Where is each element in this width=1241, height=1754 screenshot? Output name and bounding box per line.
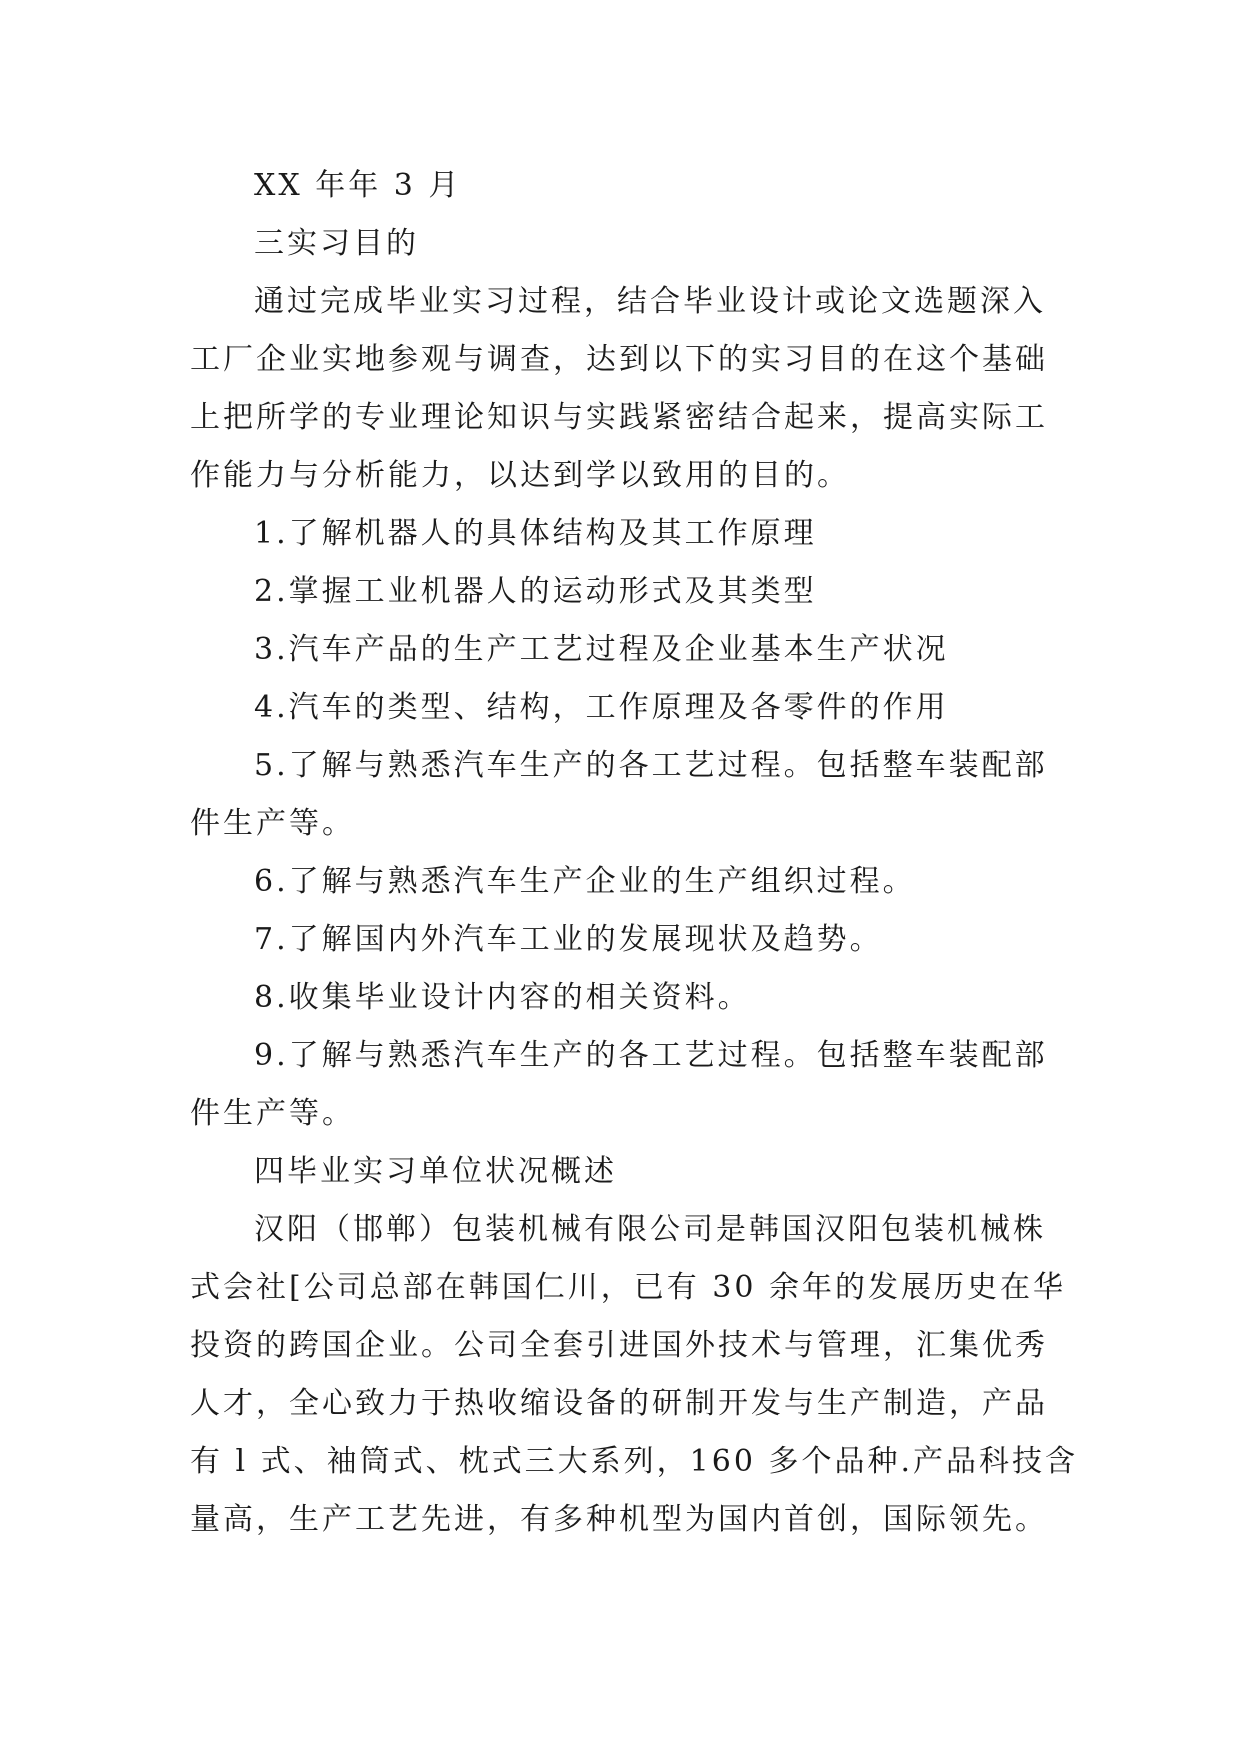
text-line: 汉阳（邯郸）包装机械有限公司是韩国汉阳包装机械株 (254, 1212, 1046, 1247)
list-item: 7.了解国内外汽车工业的发展现状及趋势。 (254, 922, 883, 957)
text-line: 式会社[公司总部在韩国仁川，已有 30 余年的发展历史在华 (190, 1270, 1066, 1305)
text-line: 量高，生产工艺先进，有多种机型为国内首创，国际领先。 (190, 1502, 1048, 1537)
list-item-continuation: 件生产等。 (190, 806, 355, 841)
text-line: 通过完成毕业实习过程，结合毕业设计或论文选题深入 (254, 284, 1046, 319)
list-item: 1.了解机器人的具体结构及其工作原理 (254, 516, 817, 551)
text-line: 有 l 式、袖筒式、枕式三大系列，160 多个品种.产品科技含 (190, 1444, 1078, 1479)
list-item-continuation: 件生产等。 (190, 1096, 355, 1131)
text-line: 工厂企业实地参观与调查，达到以下的实习目的在这个基础 (190, 342, 1048, 377)
list-item: 4.汽车的类型、结构，工作原理及各零件的作用 (254, 690, 949, 725)
list-item: 3.汽车产品的生产工艺过程及企业基本生产状况 (254, 632, 949, 667)
section-heading: 三实习目的 (254, 226, 419, 261)
text-line: XX 年年 3 月 (254, 168, 462, 203)
list-item: 6.了解与熟悉汽车生产企业的生产组织过程。 (254, 864, 916, 899)
text-line: 人才，全心致力于热收缩设备的研制开发与生产制造，产品 (190, 1386, 1048, 1421)
list-item: 9.了解与熟悉汽车生产的各工艺过程。包括整车装配部 (254, 1038, 1048, 1073)
text-line: 上把所学的专业理论知识与实践紧密结合起来，提高实际工 (190, 400, 1048, 435)
list-item: 8.收集毕业设计内容的相关资料。 (254, 980, 751, 1015)
document-body (190, 157, 1078, 1549)
list-item: 5.了解与熟悉汽车生产的各工艺过程。包括整车装配部 (254, 748, 1048, 783)
list-item: 2.掌握工业机器人的运动形式及其类型 (254, 574, 817, 609)
text-line: 投资的跨国企业。公司全套引进国外技术与管理，汇集优秀 (190, 1328, 1048, 1363)
text-line: 作能力与分析能力，以达到学以致用的目的。 (190, 458, 850, 493)
section-heading: 四毕业实习单位状况概述 (254, 1154, 617, 1189)
